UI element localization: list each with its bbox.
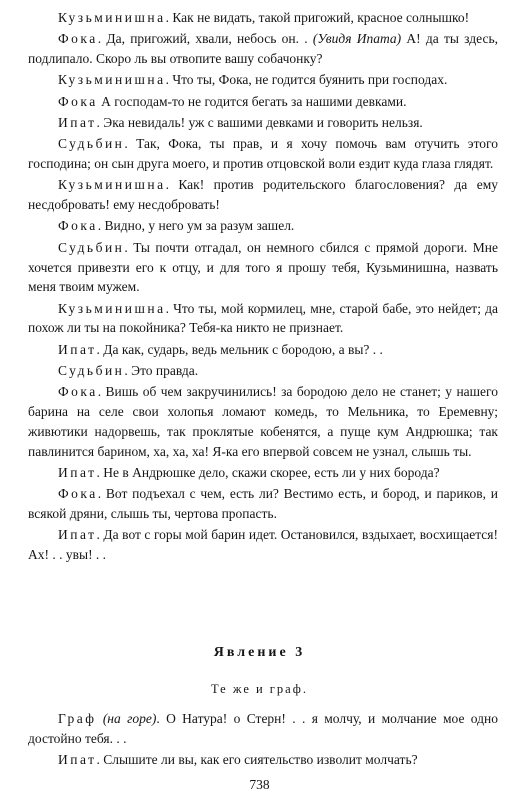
speaker-name: Ипат — [58, 465, 97, 481]
dialogue-line — [28, 134, 498, 174]
line-text: . Что ты, мой кормилец, мне, старой бабе, это нейдет; да похож ли ты на покойника? Тебя-ка никто не признает. — [28, 300, 498, 336]
speaker-name: Ипат — [58, 527, 97, 543]
line-text: . Да вот с горы мой барин идет. Остановился, вздыхает, восхищается! Ах! . . увы! . . — [28, 527, 498, 563]
speaker-name: Граф — [58, 711, 97, 726]
dialogue-line — [28, 175, 498, 215]
line-text: . Не в Андрюшке дело, скажи скорее, есть ли у них борода? — [96, 465, 440, 481]
line-text: . Да, пригожий, хвали, небось он. . — [97, 31, 313, 47]
dialogue-line — [28, 525, 498, 565]
speaker-name: Кузьминишна — [58, 10, 166, 25]
dialogue-line — [28, 463, 498, 483]
dialogue-block — [28, 8, 498, 567]
line-text: А! да ты здесь, подлипало. Скоро ль вы отвопите вашу собачонку? — [28, 31, 498, 67]
speaker-name: Кузьминишна — [58, 177, 166, 193]
speaker-name: Кузьминишна — [58, 300, 166, 316]
dialogue-line — [28, 361, 498, 381]
line-text: . Что ты, Фока, не годится буянить при господах. — [165, 72, 448, 88]
speaker-name: Фока — [58, 218, 98, 234]
dialogue-line — [28, 484, 498, 524]
page-number: 738 — [249, 777, 270, 792]
dialogue-line — [28, 299, 498, 339]
dialogue-line — [28, 8, 498, 28]
speaker-name: Судьбин — [58, 239, 125, 255]
line-text: . Вот подъехал с чем, есть ли? Вестимо есть, и бород, и париков, и всякой дряни, слышь ты, чертова пропасть. — [28, 486, 498, 522]
dialogue-line — [28, 750, 498, 770]
scene-heading: Явление 3 — [213, 645, 306, 660]
speaker-name: Ипат — [58, 114, 97, 130]
line-text: . Так, Фока, ты прав, и я хочу помочь вам отучить этого господина; он сын друга моего, и против отцовской воли ездит куда глаза глядят. — [28, 136, 498, 172]
line-text: . Ты почти отгадал, он немного сбился с прямой дороги. Мне хочется привезти его к отцу, и для того я прошу тебя, Кузьминишна, назвать меня твоим мужем. — [28, 239, 498, 295]
line-text: . Это правда. — [124, 363, 199, 379]
line-text: . Эка невидаль! уж с вашими девками и говорить нельзя. — [96, 114, 423, 130]
dialogue-line — [28, 340, 498, 360]
line-text: . Вишь об чем закручинились! за бородою дело не станет; у нашего барина на селе свои холопья ломают комедь, то Мельника, то Еремевну; живютики надорвешь, так проклятые кобенятся, а пуще кум Андрюшка; так павлинится барином, ха, ха, ха! Я-ка его впервой совсем не узнал, слышь ты. — [28, 384, 498, 459]
scene-dialogue-block — [28, 709, 498, 771]
speaker-name: Судьбин — [58, 363, 125, 379]
line-text: . Видно, у него ум за разум зашел. — [97, 218, 295, 234]
dialogue-line — [28, 70, 498, 90]
scene-cast: Те же и граф. — [211, 682, 308, 696]
speaker-name: Фока — [58, 93, 98, 109]
line-text: . Слышите ли вы, как его сиятельство изволит молчать? — [96, 752, 418, 768]
speaker-name: Ипат — [58, 752, 97, 768]
speaker-name: Фока — [58, 486, 98, 502]
dialogue-line — [28, 382, 498, 461]
line-text: . Как! против родительского благословения? да ему несдобровать! ему несдобровать! — [28, 177, 498, 213]
speaker-name: Кузьминишна — [58, 72, 166, 88]
line-text: . О Натура! о Стерн! . . я молчу, и молчание мое одно достойно тебя. . . — [28, 711, 499, 746]
dialogue-line — [28, 113, 498, 133]
stage-direction: (Увидя Ипата) — [312, 31, 402, 47]
line-text: А господам-то не годится бегать за нашими девками. — [97, 93, 407, 109]
dialogue-line — [28, 216, 498, 236]
dialogue-line — [28, 92, 498, 112]
speaker-name: Фока — [58, 384, 98, 400]
speaker-name: Судьбин — [58, 136, 125, 152]
speaker-name: Фока — [58, 31, 98, 47]
stage-direction: (на горе) — [102, 711, 157, 726]
line-text: . Как не видать, такой пригожий, красное солнышко! — [165, 10, 470, 25]
dialogue-line — [28, 709, 498, 749]
line-text: . Да как, сударь, ведь мельник с бородою, а вы? . . — [96, 341, 383, 357]
dialogue-line — [28, 29, 498, 69]
speaker-name: Ипат — [58, 341, 97, 357]
dialogue-line — [28, 238, 498, 297]
